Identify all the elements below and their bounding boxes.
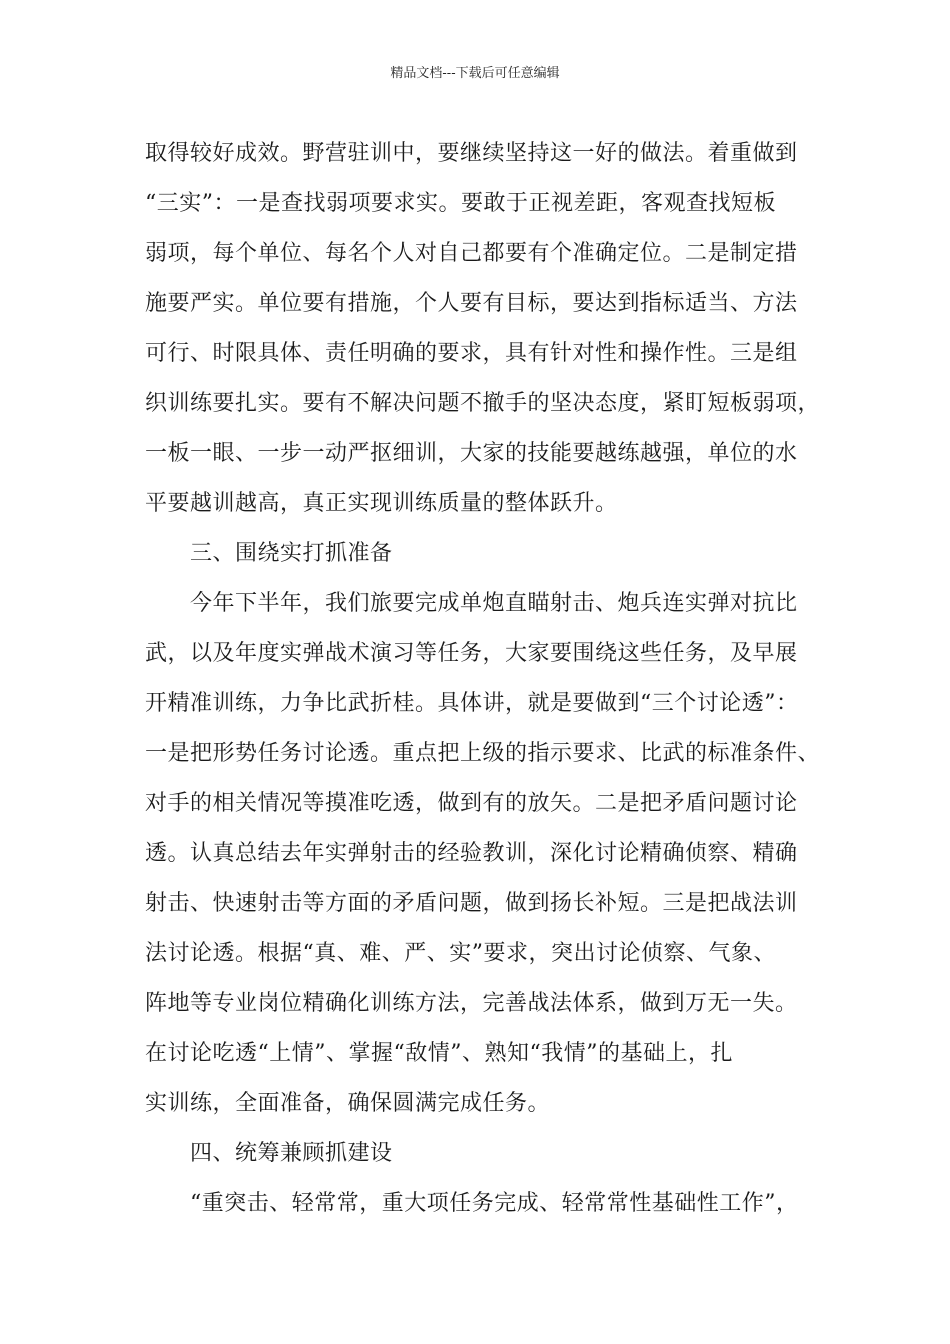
paragraph-line: 法讨论透。根据“真、难、严、实”要求，突出讨论侦察、气象、	[145, 941, 776, 966]
paragraph-line: 平要越训越高，真正实现训练质量的整体跃升。	[145, 491, 618, 516]
paragraph-line: 今年下半年，我们旅要完成单炮直瞄射击、炮兵连实弹对抗比	[190, 591, 798, 616]
paragraph-line: 实训练，全面准备，确保圆满完成任务。	[145, 1091, 551, 1116]
paragraph-line: 一板一眼、一步一动严抠细训，大家的技能要越练越强，单位的水	[145, 441, 798, 466]
paragraph-line: 透。认真总结去年实弹射击的经验教训，深化讨论精确侦察、精确	[145, 841, 798, 866]
paragraph-line: 可行、时限具体、责任明确的要求，具有针对性和操作性。三是组	[145, 341, 798, 366]
paragraph-line: 射击、快速射击等方面的矛盾问题，做到扬长补短。三是把战法训	[145, 891, 798, 916]
paragraph-line: 开精准训练，力争比武折桂。具体讲，就是要做到“三个讨论透”：	[145, 691, 799, 716]
paragraph-line: 施要严实。单位要有措施，个人要有目标，要达到指标适当、方法	[145, 291, 798, 316]
paragraph-line: “三实”：一是查找弱项要求实。要敢于正视差距，客观查找短板	[145, 191, 776, 216]
paragraph-line: 一是把形势任务讨论透。重点把上级的指示要求、比武的标准条件、	[145, 741, 821, 766]
section-heading: 四、统筹兼顾抓建设	[190, 1141, 393, 1166]
paragraph-line: 弱项，每个单位、每名个人对自己都要有个准确定位。二是制定措	[145, 241, 798, 266]
page-header: 精品文档---下载后可任意编辑	[390, 66, 560, 81]
paragraph-line: 对手的相关情况等摸准吃透，做到有的放矢。二是把矛盾问题讨论	[145, 791, 798, 816]
paragraph-line: 取得较好成效。野营驻训中，要继续坚持这一好的做法。着重做到	[145, 141, 798, 166]
paragraph-line: 阵地等专业岗位精确化训练方法，完善战法体系，做到万无一失。	[145, 991, 798, 1016]
paragraph-line: 在讨论吃透“上情”、掌握“敌情”、熟知“我情”的基础上，扎	[145, 1041, 733, 1066]
paragraph-line: “重突击、轻常常，重大项任务完成、轻常常性基础性工作”，	[190, 1191, 799, 1216]
section-heading: 三、围绕实打抓准备	[190, 541, 393, 566]
paragraph-line: 织训练要扎实。要有不解决问题不撤手的坚决态度，紧盯短板弱项，	[145, 391, 821, 416]
paragraph-line: 武，以及年度实弹战术演习等任务，大家要围绕这些任务，及早展	[145, 641, 798, 666]
document-body	[145, 129, 835, 1229]
